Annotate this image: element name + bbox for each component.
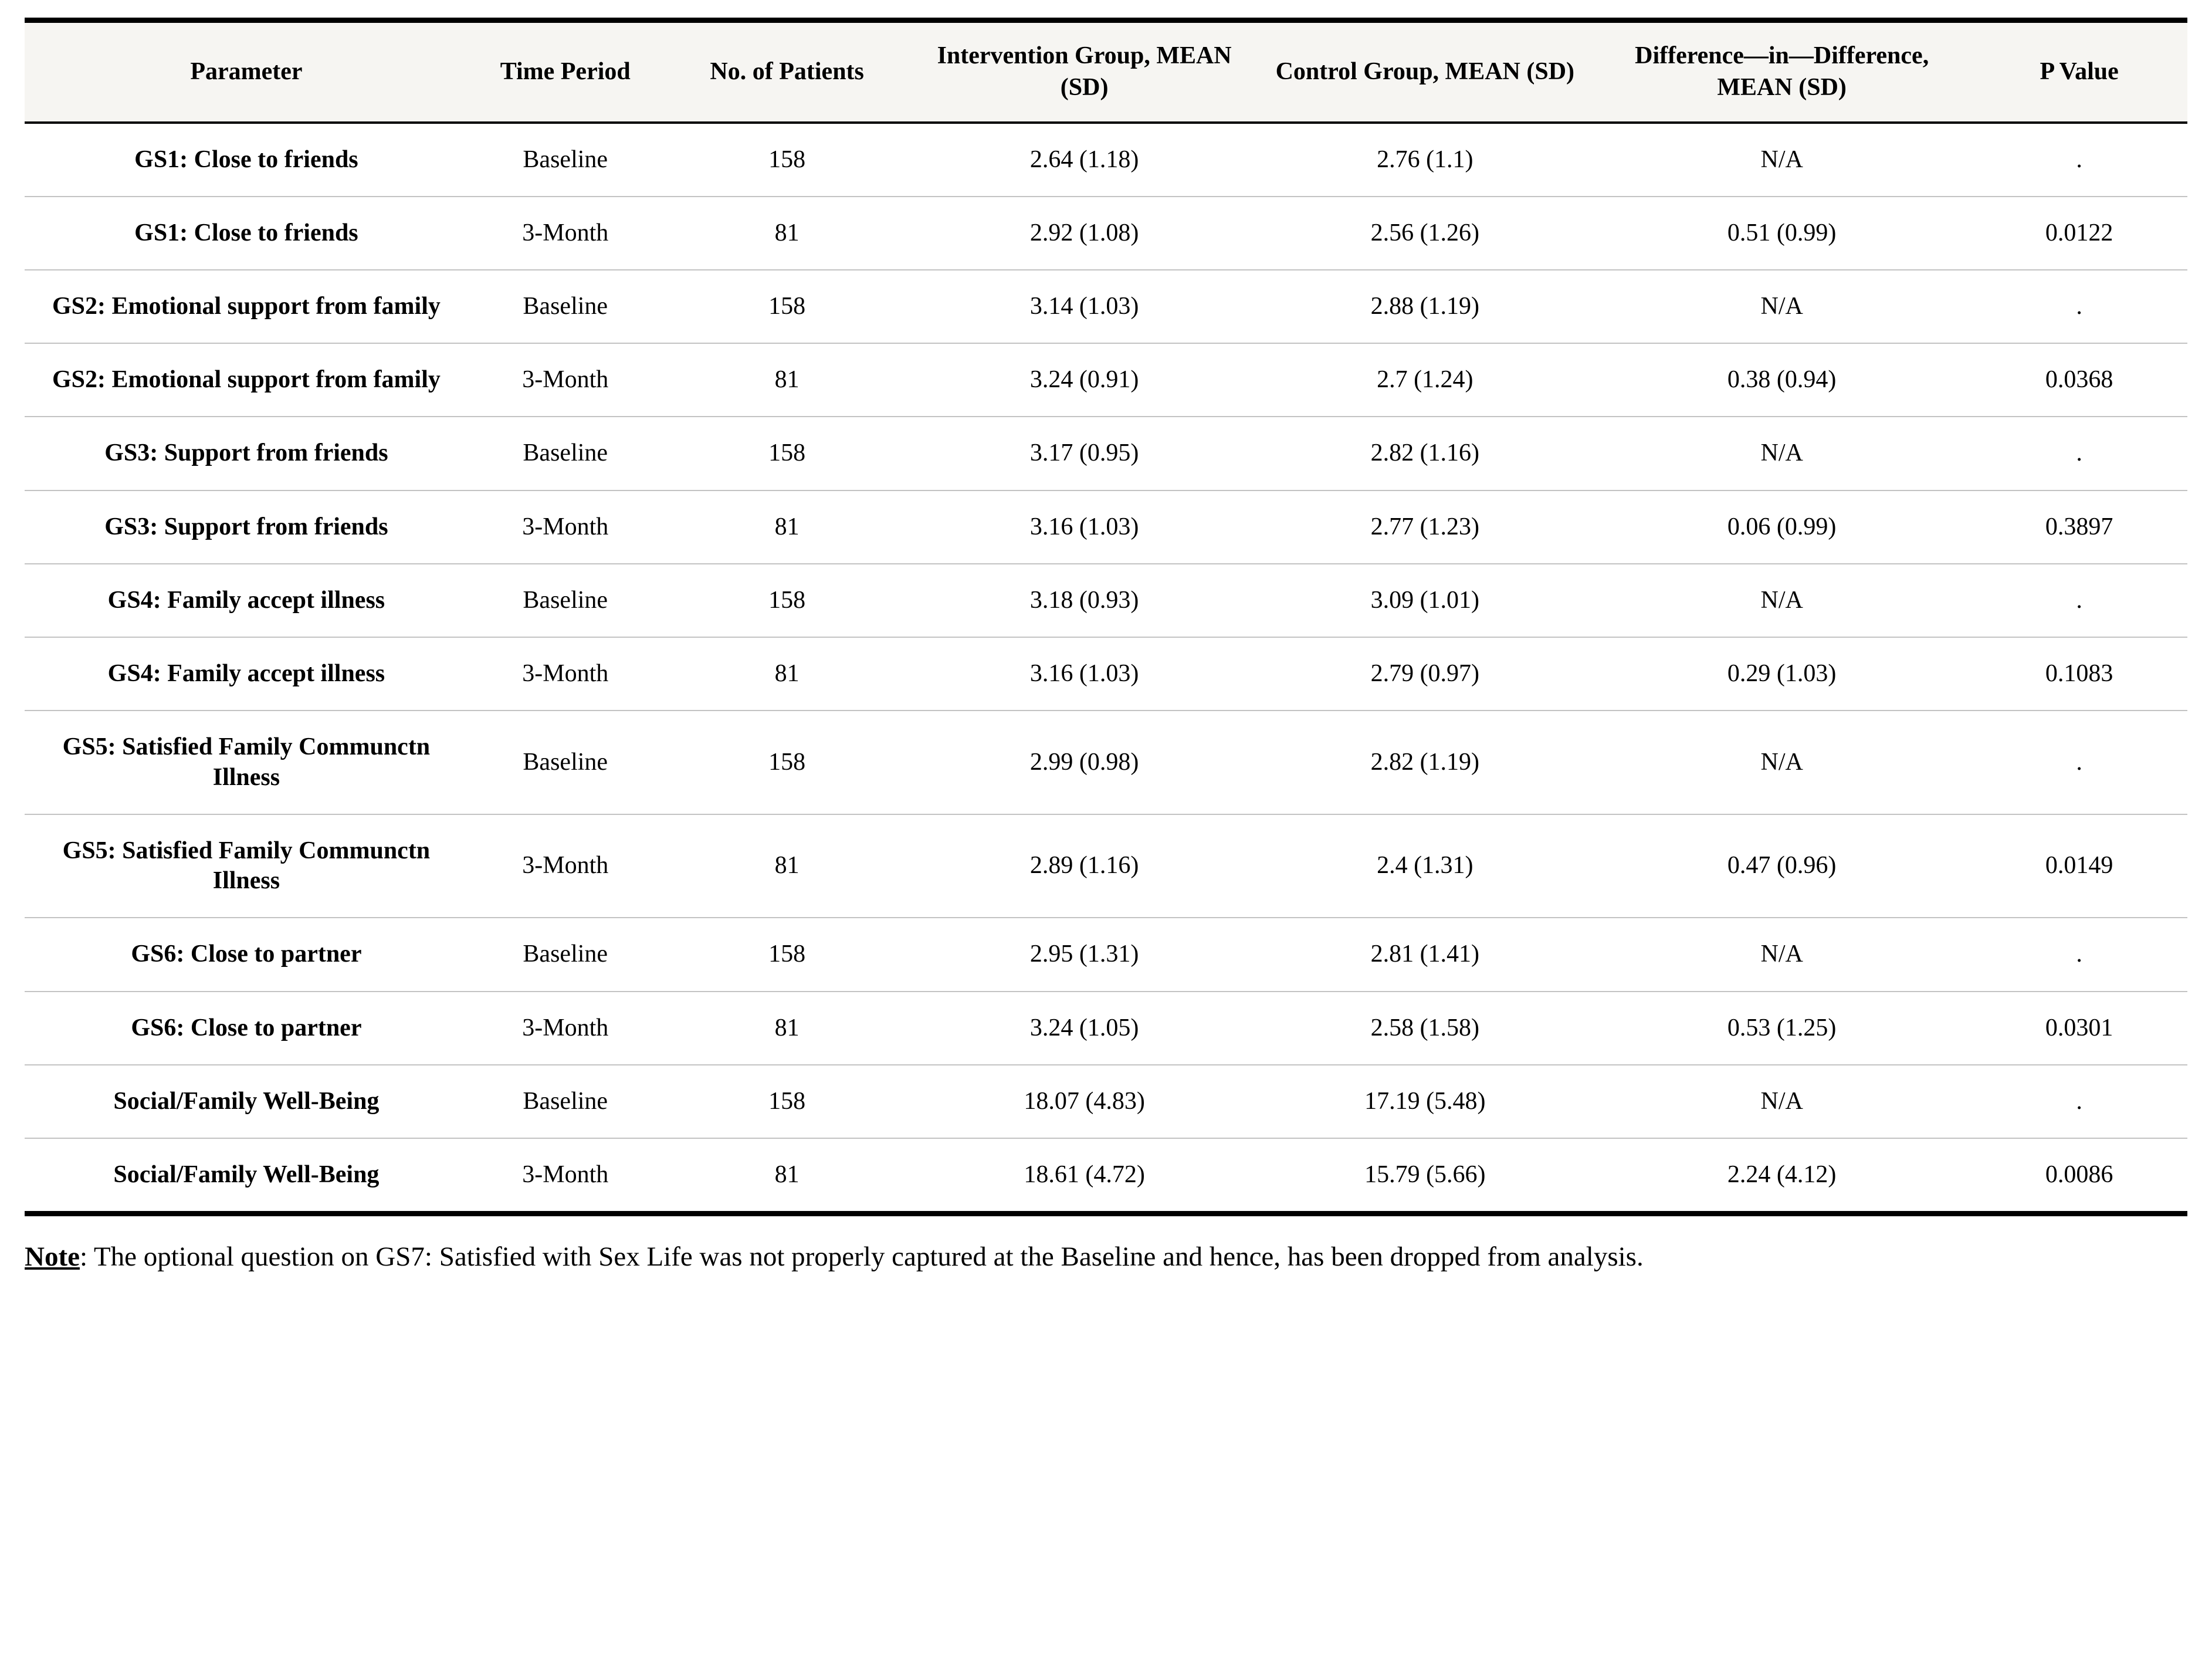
results-table <box>25 18 2187 1216</box>
column-header: Control Group, MEAN (SD) <box>1275 57 1575 85</box>
value-cell: N/A <box>1760 1087 1803 1115</box>
value-cell: Baseline <box>523 146 608 173</box>
value-cell: 2.56 (1.26) <box>1370 219 1480 246</box>
value-cell: 158 <box>768 1087 806 1115</box>
parameter-cell: GS5: Satisfied Family Communctn Illness <box>62 733 431 791</box>
parameter-cell: GS6: Close to partner <box>131 1014 362 1041</box>
value-cell: 81 <box>774 513 800 540</box>
value-cell: Baseline <box>523 941 608 968</box>
value-cell: . <box>2076 439 2082 467</box>
value-cell: 81 <box>774 366 800 394</box>
table-row <box>25 992 2187 1065</box>
table-row <box>25 918 2187 991</box>
table-row <box>25 711 2187 814</box>
value-cell: 2.24 (4.12) <box>1727 1161 1837 1189</box>
table-row <box>25 197 2187 270</box>
value-cell: 158 <box>768 292 806 320</box>
table-row <box>25 123 2187 197</box>
note-label: Note <box>25 1241 80 1273</box>
parameter-cell: GS2: Emotional support from family <box>52 366 441 394</box>
value-cell: 81 <box>774 1014 800 1041</box>
value-cell: Baseline <box>523 439 608 467</box>
value-cell: N/A <box>1760 748 1803 776</box>
value-cell: 0.47 (0.96) <box>1727 852 1837 879</box>
value-cell: Baseline <box>523 1087 608 1115</box>
value-cell: N/A <box>1760 439 1803 467</box>
value-cell: 2.81 (1.41) <box>1370 941 1480 968</box>
header-row <box>25 21 2187 123</box>
table-row <box>25 1065 2187 1138</box>
parameter-cell: GS4: Family accept illness <box>107 660 385 688</box>
value-cell: 0.0368 <box>2045 366 2113 394</box>
parameter-cell: GS3: Support from friends <box>104 513 388 540</box>
table-row <box>25 417 2187 490</box>
value-cell: 2.4 (1.31) <box>1377 852 1473 879</box>
value-cell: 2.82 (1.16) <box>1370 439 1480 467</box>
value-cell: 2.58 (1.58) <box>1370 1014 1480 1041</box>
value-cell: 0.53 (1.25) <box>1727 1014 1837 1041</box>
value-cell: N/A <box>1760 586 1803 614</box>
value-cell: 158 <box>768 439 806 467</box>
value-cell: 81 <box>774 219 800 246</box>
value-cell: 0.38 (0.94) <box>1727 366 1837 394</box>
value-cell: 2.92 (1.08) <box>1029 219 1139 246</box>
value-cell: 0.0086 <box>2045 1161 2113 1189</box>
value-cell: 3.16 (1.03) <box>1029 513 1139 540</box>
value-cell: 2.82 (1.19) <box>1370 748 1480 776</box>
value-cell: 158 <box>768 586 806 614</box>
parameter-cell: GS1: Close to friends <box>134 219 358 246</box>
value-cell: 81 <box>774 852 800 879</box>
value-cell: 0.06 (0.99) <box>1727 513 1837 540</box>
note-text: : The optional question on GS7: Satisfied with Sex Life was not properly captured at the Baseline and hence, has been dropped from analysis. <box>79 1241 1644 1273</box>
value-cell: N/A <box>1760 146 1803 173</box>
table-row <box>25 343 2187 417</box>
parameter-cell: GS6: Close to partner <box>131 941 362 968</box>
value-cell: 17.19 (5.48) <box>1364 1087 1486 1115</box>
table-row <box>25 814 2187 918</box>
value-cell: 3-Month <box>522 660 609 688</box>
parameter-cell: GS2: Emotional support from family <box>52 292 441 320</box>
column-header: Intervention Group, MEAN (SD) <box>937 42 1232 101</box>
parameter-cell: Social/Family Well-Being <box>113 1161 380 1189</box>
value-cell: . <box>2076 1087 2082 1115</box>
column-header: No. of Patients <box>710 57 864 85</box>
column-header: Difference—in—Difference, MEAN (SD) <box>1635 42 1929 101</box>
value-cell: 3.18 (0.93) <box>1029 586 1139 614</box>
value-cell: 2.99 (0.98) <box>1029 748 1139 776</box>
value-cell: . <box>2076 292 2082 320</box>
value-cell: N/A <box>1760 292 1803 320</box>
parameter-cell: GS1: Close to friends <box>134 146 358 173</box>
value-cell: 3-Month <box>522 1161 609 1189</box>
value-cell: 0.0122 <box>2045 219 2113 246</box>
table-row <box>25 1138 2187 1214</box>
value-cell: N/A <box>1760 941 1803 968</box>
value-cell: . <box>2076 146 2082 173</box>
value-cell: 2.95 (1.31) <box>1029 941 1139 968</box>
table-header <box>25 21 2187 123</box>
value-cell: 3.16 (1.03) <box>1029 660 1139 688</box>
table-row <box>25 637 2187 711</box>
value-cell: 158 <box>768 941 806 968</box>
value-cell: 3.24 (1.05) <box>1029 1014 1139 1041</box>
value-cell: 0.0301 <box>2045 1014 2113 1041</box>
value-cell: 3.24 (0.91) <box>1029 366 1139 394</box>
parameter-cell: GS5: Satisfied Family Communctn Illness <box>62 837 431 895</box>
value-cell: 3-Month <box>522 1014 609 1041</box>
value-cell: 3.17 (0.95) <box>1029 439 1139 467</box>
value-cell: 3-Month <box>522 219 609 246</box>
table-note <box>25 1236 2187 1278</box>
value-cell: 2.88 (1.19) <box>1370 292 1480 320</box>
value-cell: 2.7 (1.24) <box>1377 366 1473 394</box>
value-cell: 15.79 (5.66) <box>1364 1161 1486 1189</box>
value-cell: . <box>2076 941 2082 968</box>
table-row <box>25 490 2187 564</box>
value-cell: 2.64 (1.18) <box>1029 146 1139 173</box>
value-cell: Baseline <box>523 748 608 776</box>
column-header: Time Period <box>500 57 631 85</box>
value-cell: 81 <box>774 1161 800 1189</box>
value-cell: . <box>2076 748 2082 776</box>
parameter-cell: GS4: Family accept illness <box>107 586 385 614</box>
value-cell: 0.3897 <box>2045 513 2113 540</box>
value-cell: . <box>2076 586 2082 614</box>
value-cell: 3.14 (1.03) <box>1029 292 1139 320</box>
value-cell: 3-Month <box>522 852 609 879</box>
parameter-cell: GS3: Support from friends <box>104 439 388 467</box>
value-cell: 0.1083 <box>2045 660 2113 688</box>
value-cell: 158 <box>768 146 806 173</box>
column-header: Parameter <box>190 57 303 85</box>
column-header: P Value <box>2040 57 2119 85</box>
value-cell: 158 <box>768 748 806 776</box>
value-cell: 3-Month <box>522 513 609 540</box>
parameter-cell: Social/Family Well-Being <box>113 1087 380 1115</box>
value-cell: 81 <box>774 660 800 688</box>
value-cell: 18.61 (4.72) <box>1024 1161 1145 1189</box>
value-cell: Baseline <box>523 292 608 320</box>
value-cell: 0.0149 <box>2045 852 2113 879</box>
value-cell: 3-Month <box>522 366 609 394</box>
value-cell: 0.51 (0.99) <box>1727 219 1837 246</box>
value-cell: 18.07 (4.83) <box>1024 1087 1145 1115</box>
value-cell: 3.09 (1.01) <box>1370 586 1480 614</box>
value-cell: 2.89 (1.16) <box>1029 852 1139 879</box>
value-cell: 2.76 (1.1) <box>1377 146 1473 173</box>
value-cell: 2.79 (0.97) <box>1370 660 1480 688</box>
value-cell: 2.77 (1.23) <box>1370 513 1480 540</box>
table-row <box>25 564 2187 637</box>
table-row <box>25 270 2187 343</box>
value-cell: Baseline <box>523 586 608 614</box>
table-body <box>25 123 2187 1214</box>
value-cell: 0.29 (1.03) <box>1727 660 1837 688</box>
